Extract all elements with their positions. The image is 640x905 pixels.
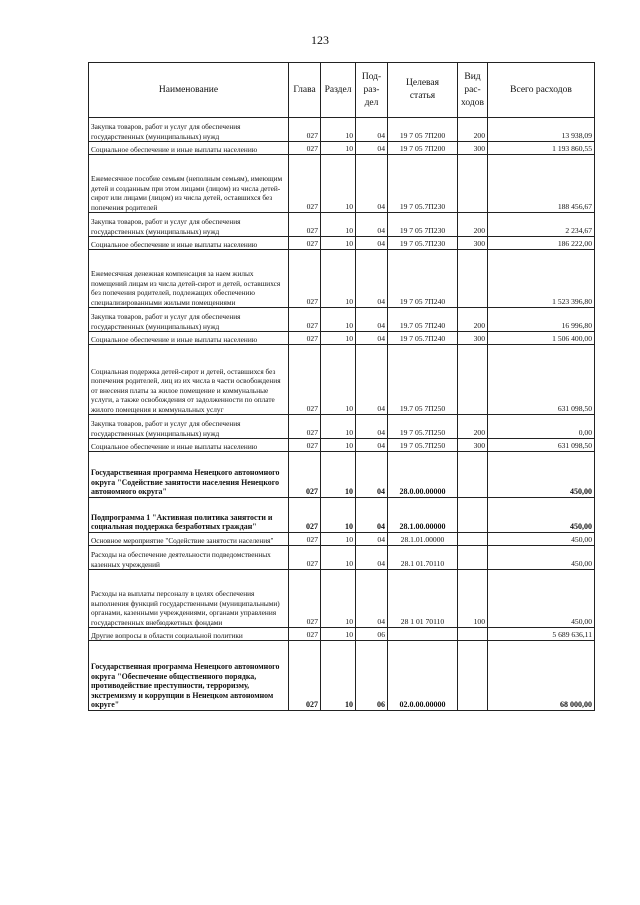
cell-total: 13 938,09: [488, 118, 595, 142]
cell-vid: [458, 345, 488, 415]
cell-razdel: 10: [321, 345, 356, 415]
cell-podrazdel: 04: [356, 118, 388, 142]
budget-table: [88, 62, 595, 711]
table-row: [89, 439, 595, 452]
cell-glava: 027: [289, 498, 321, 533]
cell-vid: 300: [458, 142, 488, 155]
cell-target: [388, 628, 458, 641]
cell-razdel: 10: [321, 118, 356, 142]
cell-total: 188 456,67: [488, 155, 595, 213]
cell-vid: [458, 250, 488, 308]
header-total: Всего расходов: [488, 63, 595, 118]
cell-razdel: 10: [321, 498, 356, 533]
table-row: [89, 641, 595, 711]
table-row: [89, 332, 595, 345]
cell-podrazdel: 04: [356, 332, 388, 345]
cell-glava: 027: [289, 452, 321, 498]
cell-name: Государственная программа Ненецкого автономного округа "Обеспечение общественного порядка, противодействие преступности, терроризму, экстремизму и коррупции в Ненецком автономном округе": [89, 641, 289, 711]
cell-razdel: 10: [321, 546, 356, 570]
cell-razdel: 10: [321, 628, 356, 641]
table-row: [89, 415, 595, 439]
cell-total: 450,00: [488, 498, 595, 533]
cell-name: Закупка товаров, работ и услуг для обеспечения государственных (муниципальных) нужд: [89, 213, 289, 237]
cell-name: Ежемесячная денежная компенсация за наем жилых помещений лицам из числа детей-сирот и детей, оставшихся без попечения родителей, подлежащих обеспечению специализированными жилыми помещениями: [89, 250, 289, 308]
header-row: [89, 63, 595, 118]
table-row: [89, 142, 595, 155]
cell-name: Закупка товаров, работ и услуг для обеспечения государственных (муниципальных) нужд: [89, 118, 289, 142]
cell-vid: 200: [458, 308, 488, 332]
cell-razdel: 10: [321, 332, 356, 345]
cell-target: 28.1 01.70110: [388, 546, 458, 570]
cell-podrazdel: 04: [356, 452, 388, 498]
cell-glava: 027: [289, 546, 321, 570]
cell-name: Подпрограмма 1 "Активная политика занятости и социальная поддержка безработных граждан": [89, 498, 289, 533]
table-row: [89, 345, 595, 415]
cell-name: Другие вопросы в области социальной политики: [89, 628, 289, 641]
cell-glava: 027: [289, 237, 321, 250]
cell-glava: 027: [289, 415, 321, 439]
cell-glava: 027: [289, 570, 321, 628]
cell-podrazdel: 04: [356, 533, 388, 546]
cell-razdel: 10: [321, 155, 356, 213]
cell-podrazdel: 06: [356, 641, 388, 711]
table-row: [89, 452, 595, 498]
cell-glava: 027: [289, 439, 321, 452]
cell-vid: [458, 452, 488, 498]
cell-vid: 200: [458, 415, 488, 439]
cell-name: Закупка товаров, работ и услуг для обеспечения государственных (муниципальных) нужд: [89, 415, 289, 439]
cell-vid: 100: [458, 570, 488, 628]
cell-vid: 200: [458, 118, 488, 142]
table-row: [89, 155, 595, 213]
cell-glava: 027: [289, 308, 321, 332]
cell-podrazdel: 04: [356, 250, 388, 308]
cell-target: 19 7 05 7П230: [388, 213, 458, 237]
cell-target: 19 7 05.7П240: [388, 332, 458, 345]
cell-podrazdel: 06: [356, 628, 388, 641]
cell-target: 19.7 05 7П240: [388, 308, 458, 332]
cell-razdel: 10: [321, 308, 356, 332]
cell-total: 450,00: [488, 570, 595, 628]
cell-name: Расходы на выплаты персоналу в целях обеспечения выполнения функций государственными (муниципальными) органами, казенными учреждениями, органами управления государственных внебюджетных фондами: [89, 570, 289, 628]
cell-vid: [458, 546, 488, 570]
table-row: [89, 118, 595, 142]
cell-podrazdel: 04: [356, 345, 388, 415]
cell-glava: 027: [289, 155, 321, 213]
cell-name: Социальное обеспечение и иные выплаты населению: [89, 237, 289, 250]
cell-total: 0,00: [488, 415, 595, 439]
table-row: [89, 533, 595, 546]
cell-razdel: 10: [321, 570, 356, 628]
cell-name: Социальное обеспечение и иные выплаты населению: [89, 439, 289, 452]
cell-podrazdel: 04: [356, 546, 388, 570]
cell-total: 1 506 400,00: [488, 332, 595, 345]
cell-razdel: 10: [321, 250, 356, 308]
cell-name: Социальное обеспечение и иные выплаты населению: [89, 142, 289, 155]
header-podrazdel: Под- раз- дел: [356, 63, 388, 118]
header-glava: Глава: [289, 63, 321, 118]
cell-target: 02.0.00.00000: [388, 641, 458, 711]
cell-total: 450,00: [488, 533, 595, 546]
cell-target: 19 7 05.7П250: [388, 439, 458, 452]
cell-name: Основное мероприятие "Содействие занятости населения": [89, 533, 289, 546]
cell-total: 2 234,67: [488, 213, 595, 237]
cell-razdel: 10: [321, 439, 356, 452]
cell-total: 16 996,80: [488, 308, 595, 332]
cell-vid: [458, 628, 488, 641]
table-row: [89, 498, 595, 533]
cell-total: 68 000,00: [488, 641, 595, 711]
cell-vid: 300: [458, 439, 488, 452]
table-row: [89, 308, 595, 332]
cell-target: 19 7 05.7П230: [388, 155, 458, 213]
cell-target: 28.1.01.00000: [388, 533, 458, 546]
cell-vid: 300: [458, 332, 488, 345]
cell-vid: 300: [458, 237, 488, 250]
cell-total: 1 523 396,80: [488, 250, 595, 308]
cell-name: Социальное обеспечение и иные выплаты населению: [89, 332, 289, 345]
cell-podrazdel: 04: [356, 498, 388, 533]
cell-target: 19 7 05.7П230: [388, 237, 458, 250]
header-razdel: Раздел: [321, 63, 356, 118]
header-vid: Вид рас- ходов: [458, 63, 488, 118]
cell-podrazdel: 04: [356, 308, 388, 332]
cell-vid: [458, 155, 488, 213]
cell-target: 19 7 05 7П200: [388, 142, 458, 155]
header-name: Наименование: [89, 63, 289, 118]
cell-razdel: 10: [321, 142, 356, 155]
cell-total: 1 193 860,55: [488, 142, 595, 155]
cell-name: Закупка товаров, работ и услуг для обеспечения государственных (муниципальных) нужд: [89, 308, 289, 332]
cell-total: 5 689 636,11: [488, 628, 595, 641]
cell-target: 19.7 05 7П250: [388, 345, 458, 415]
cell-target: 28.1.00.00000: [388, 498, 458, 533]
cell-razdel: 10: [321, 415, 356, 439]
cell-podrazdel: 04: [356, 415, 388, 439]
cell-target: 28 1 01 70110: [388, 570, 458, 628]
cell-razdel: 10: [321, 237, 356, 250]
page-number: 123: [311, 33, 329, 47]
cell-vid: [458, 641, 488, 711]
cell-razdel: 10: [321, 641, 356, 711]
cell-vid: 200: [458, 213, 488, 237]
cell-glava: 027: [289, 533, 321, 546]
cell-glava: 027: [289, 628, 321, 641]
cell-vid: [458, 533, 488, 546]
cell-podrazdel: 04: [356, 237, 388, 250]
cell-total: 186 222,00: [488, 237, 595, 250]
cell-podrazdel: 04: [356, 142, 388, 155]
table-row: [89, 250, 595, 308]
cell-podrazdel: 04: [356, 155, 388, 213]
cell-podrazdel: 04: [356, 570, 388, 628]
cell-podrazdel: 04: [356, 213, 388, 237]
cell-target: 19 7 05 7П240: [388, 250, 458, 308]
cell-name: Ежемесячное пособие семьям (неполным семьям), имеющим детей и созданным при этом лицами (лицом) из числа детей-сирот или лицами (лицом) из числа детей, оставшихся без попечения родителей: [89, 155, 289, 213]
cell-target: 28.0.00.00000: [388, 452, 458, 498]
table-body: [89, 118, 595, 711]
cell-vid: [458, 498, 488, 533]
table-row: [89, 628, 595, 641]
cell-name: Расходы на обеспечение деятельности подведомственных казенных учреждений: [89, 546, 289, 570]
cell-glava: 027: [289, 250, 321, 308]
cell-total: 631 098,50: [488, 345, 595, 415]
cell-glava: 027: [289, 332, 321, 345]
cell-total: 631 098,50: [488, 439, 595, 452]
cell-glava: 027: [289, 142, 321, 155]
table-row: [89, 546, 595, 570]
cell-razdel: 10: [321, 213, 356, 237]
cell-razdel: 10: [321, 533, 356, 546]
cell-glava: 027: [289, 213, 321, 237]
table-row: [89, 213, 595, 237]
table-row: [89, 570, 595, 628]
cell-total: 450,00: [488, 452, 595, 498]
cell-glava: 027: [289, 641, 321, 711]
cell-total: 450,00: [488, 546, 595, 570]
cell-podrazdel: 04: [356, 439, 388, 452]
cell-glava: 027: [289, 118, 321, 142]
cell-name: Социальная подержка детей-сирот и детей, оставшихся без попечения родителей, лиц из их числа в части освобождения от внесения платы за жилое помещение и коммунальные услуги, а также освобождения от задолженности по оплате жилого помещения и коммунальных услуг: [89, 345, 289, 415]
table-row: [89, 237, 595, 250]
cell-glava: 027: [289, 345, 321, 415]
header-target: Целевая статья: [388, 63, 458, 118]
cell-target: 19 7 05.7П250: [388, 415, 458, 439]
cell-name: Государственная программа Ненецкого автономного округа "Содействие занятости населения Ненецкого автономного округа": [89, 452, 289, 498]
cell-target: 19 7 05 7П200: [388, 118, 458, 142]
cell-razdel: 10: [321, 452, 356, 498]
